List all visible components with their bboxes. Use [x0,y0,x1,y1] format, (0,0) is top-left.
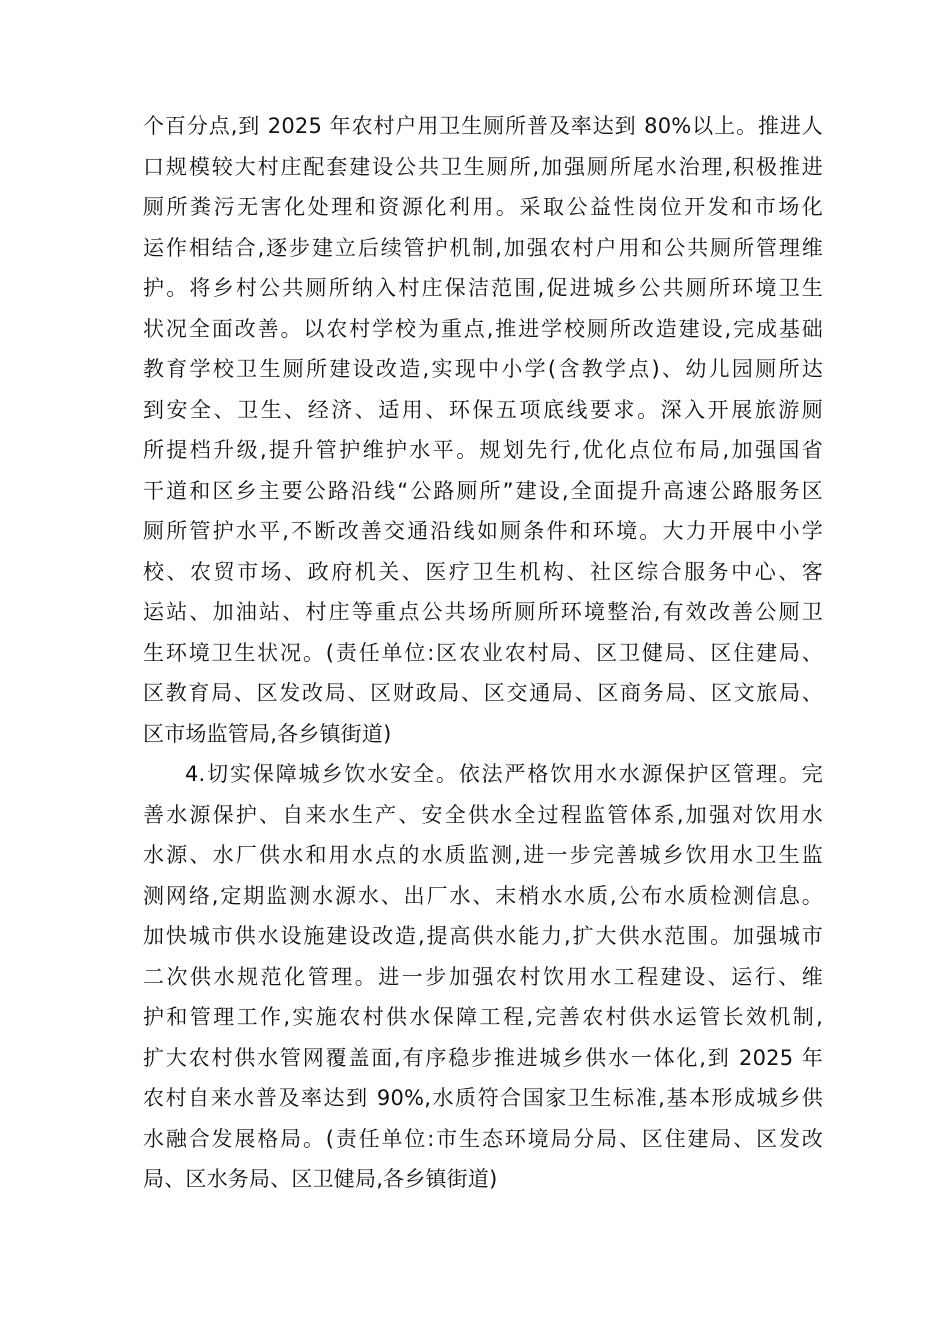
text-line: 口规模较大村庄配套建设公共卫生厕所,加强厕所尾水治理,积极推进 [143,154,823,179]
text-line: 局、区水务局、区卫健局,各乡镇街道) [143,1167,498,1191]
text-line: 厕所粪污无害化处理和资源化利用。采取公益性岗位开发和市场化 [143,195,823,219]
text-line: 所提档升级,提升管护维护水平。规划先行,优化点位布局,加强国省 [143,438,823,462]
text-line: 测网络,定期监测水源水、出厂水、末梢水水质,公布水质检测信息。 [143,883,823,908]
text-line: 个百分点,到 2025 年农村户用卫生厕所普及率达到 80%以上。推进人 [143,114,823,138]
text-line: 善水源保护、自来水生产、安全供水全过程监管体系,加强对饮用水 [143,802,823,827]
text-line: 干道和区乡主要公路沿线“公路厕所”建设,全面提升高速公路服务区 [143,478,823,503]
text-line: 区市场监管局,各乡镇街道) [143,721,392,746]
text-line: 加快城市供水设施建设改造,提高供水能力,扩大供水范围。加强城市 [143,924,823,948]
text-line: 二次供水规范化管理。进一步加强农村饮用水工程建设、运行、维 [143,964,823,989]
text-line: 水融合发展格局。(责任单位:市生态环境局分局、区住建局、区发改 [143,1126,823,1151]
text-line: 教育学校卫生厕所建设改造,实现中小学(含教学点)、幼儿园厕所达 [143,357,823,381]
text-line: 运站、加油站、村庄等重点公共场所厕所环境整治,有效改善公厕卫 [143,600,823,624]
text-line: 运作相结合,逐步建立后续管护机制,加强农村户用和公共厕所管理维 [143,235,823,260]
text-line: 校、农贸市场、政府机关、医疗卫生机构、社区综合服务中心、客 [143,559,823,584]
text-line: 状况全面改善。以农村学校为重点,推进学校厕所改造建设,完成基础 [143,316,823,341]
text-line: 扩大农村供水管网覆盖面,有序稳步推进城乡供水一体化,到 2025 年 [143,1045,823,1070]
section-heading-line: 4.切实保障城乡饮水安全。依法严格饮用水水源保护区管理。完 [185,762,823,786]
text-line: 护和管理工作,实施农村供水保障工程,完善农村供水运管长效机制, [143,1005,823,1029]
text-line: 生环境卫生状况。(责任单位:区农业农村局、区卫健局、区住建局、 [143,640,823,665]
text-line: 厕所管护水平,不断改善交通沿线如厕条件和环境。大力开展中小学 [143,519,823,543]
text-line: 护。将乡村公共厕所纳入村庄保洁范围,促进城乡公共厕所环境卫生 [143,276,823,300]
text-line: 农村自来水普及率达到 90%,水质符合国家卫生标准,基本形成城乡供 [143,1086,823,1110]
document-page [143,106,823,1200]
paragraph-toilet-improvement [143,106,823,754]
text-line: 到安全、卫生、经济、适用、环保五项底线要求。深入开展旅游厕 [143,397,823,422]
paragraph-drinking-water-safety [143,754,823,1200]
text-line: 水源、水厂供水和用水点的水质监测,进一步完善城乡饮用水卫生监 [143,843,823,867]
text-line: 区教育局、区发改局、区财政局、区交通局、区商务局、区文旅局、 [143,681,823,705]
